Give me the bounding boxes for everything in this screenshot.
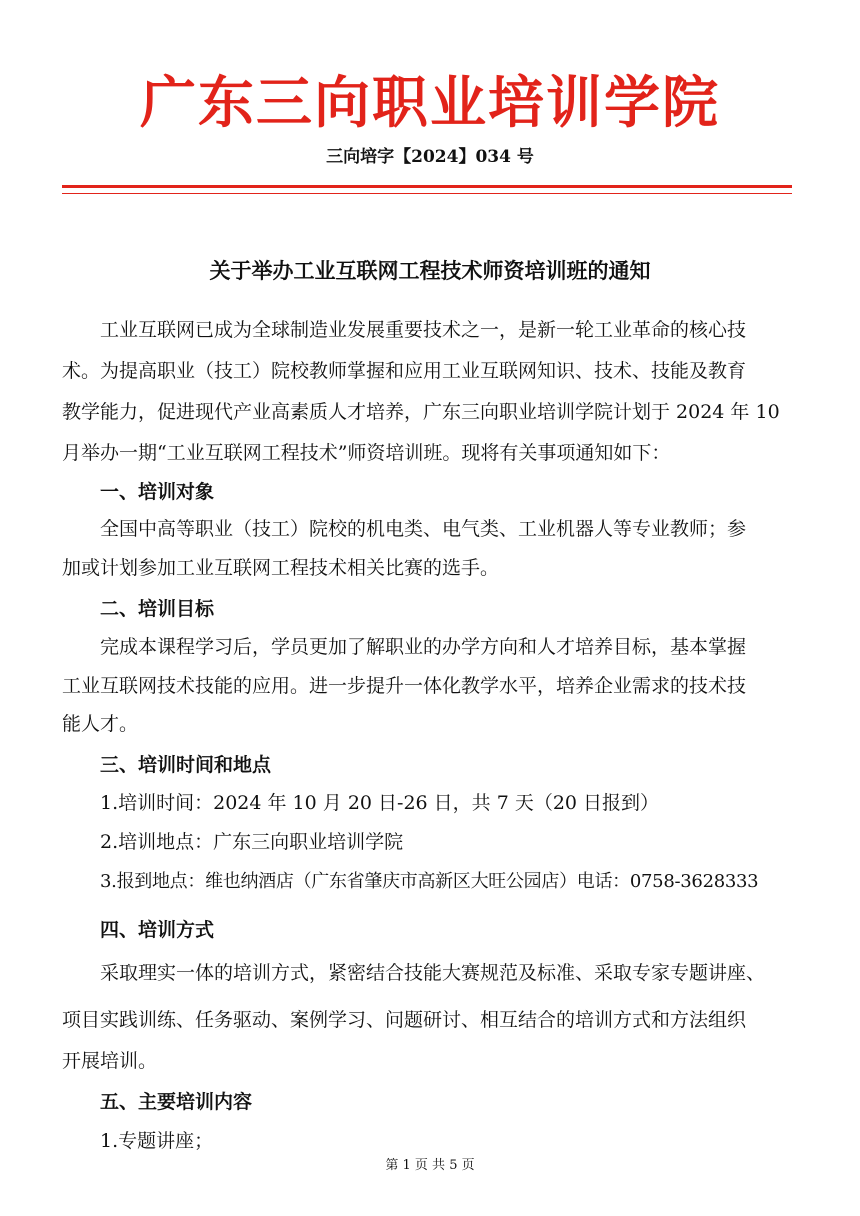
org-title: 广东三向职业培训学院 <box>140 70 720 136</box>
section-1-line: 全国中高等职业（技工）院校的机电类、电气类、工业机器人等专业教师；参 <box>100 518 747 540</box>
section-3-line: 1.培训时间：2024 年 10 月 20 日-26 日，共 7 天（20 日报到） <box>100 792 660 814</box>
section-4-line: 开展培训。 <box>62 1050 158 1072</box>
section-heading-training-goals: 二、培训目标 <box>100 598 215 620</box>
section-heading-time-and-place: 三、培训时间和地点 <box>100 754 272 776</box>
section-1-line: 加或计划参加工业互联网工程技术相关比赛的选手。 <box>62 557 500 579</box>
document-number: 三向培字【2024】034 号 <box>326 147 534 167</box>
section-heading-target-audience: 一、培训对象 <box>100 481 215 503</box>
header-divider-thin <box>62 193 792 194</box>
section-2-line: 完成本课程学习后，学员更加了解职业的办学方向和人才培养目标，基本掌握 <box>100 636 747 658</box>
section-3-line: 3.报到地点：维也纳酒店（广东省肇庆市高新区大旺公园店）电话：0758-3628333 <box>100 871 759 892</box>
header-divider-thick <box>62 185 792 188</box>
section-3-line: 2.培训地点：广东三向职业培训学院 <box>100 831 404 853</box>
intro-line: 教学能力，促进现代产业高素质人才培养，广东三向职业培训学院计划于 2024 年 10 <box>62 401 780 423</box>
section-2-line: 工业互联网技术技能的应用。进一步提升一体化教学水平，培养企业需求的技术技 <box>62 675 747 697</box>
section-2-line: 能人才。 <box>62 713 139 735</box>
section-5-line: 1.专题讲座； <box>100 1130 214 1152</box>
section-heading-main-content: 五、主要培训内容 <box>100 1091 253 1113</box>
notice-title: 关于举办工业互联网工程技术师资培训班的通知 <box>209 258 651 283</box>
intro-line: 术。为提高职业（技工）院校教师掌握和应用工业互联网知识、技术、技能及教育 <box>62 360 747 382</box>
intro-line: 月举办一期“工业互联网工程技术”师资培训班。现将有关事项通知如下： <box>62 442 671 464</box>
section-4-line: 采取理实一体的培训方式，紧密结合技能大赛规范及标准、采取专家专题讲座、 <box>100 962 766 984</box>
section-heading-training-method: 四、培训方式 <box>100 919 215 941</box>
section-4-line: 项目实践训练、任务驱动、案例学习、问题研讨、相互结合的培训方式和方法组织 <box>62 1009 747 1031</box>
page-indicator: 第 1 页 共 5 页 <box>385 1158 475 1173</box>
intro-line: 工业互联网已成为全球制造业发展重要技术之一，是新一轮工业革命的核心技 <box>100 319 747 341</box>
